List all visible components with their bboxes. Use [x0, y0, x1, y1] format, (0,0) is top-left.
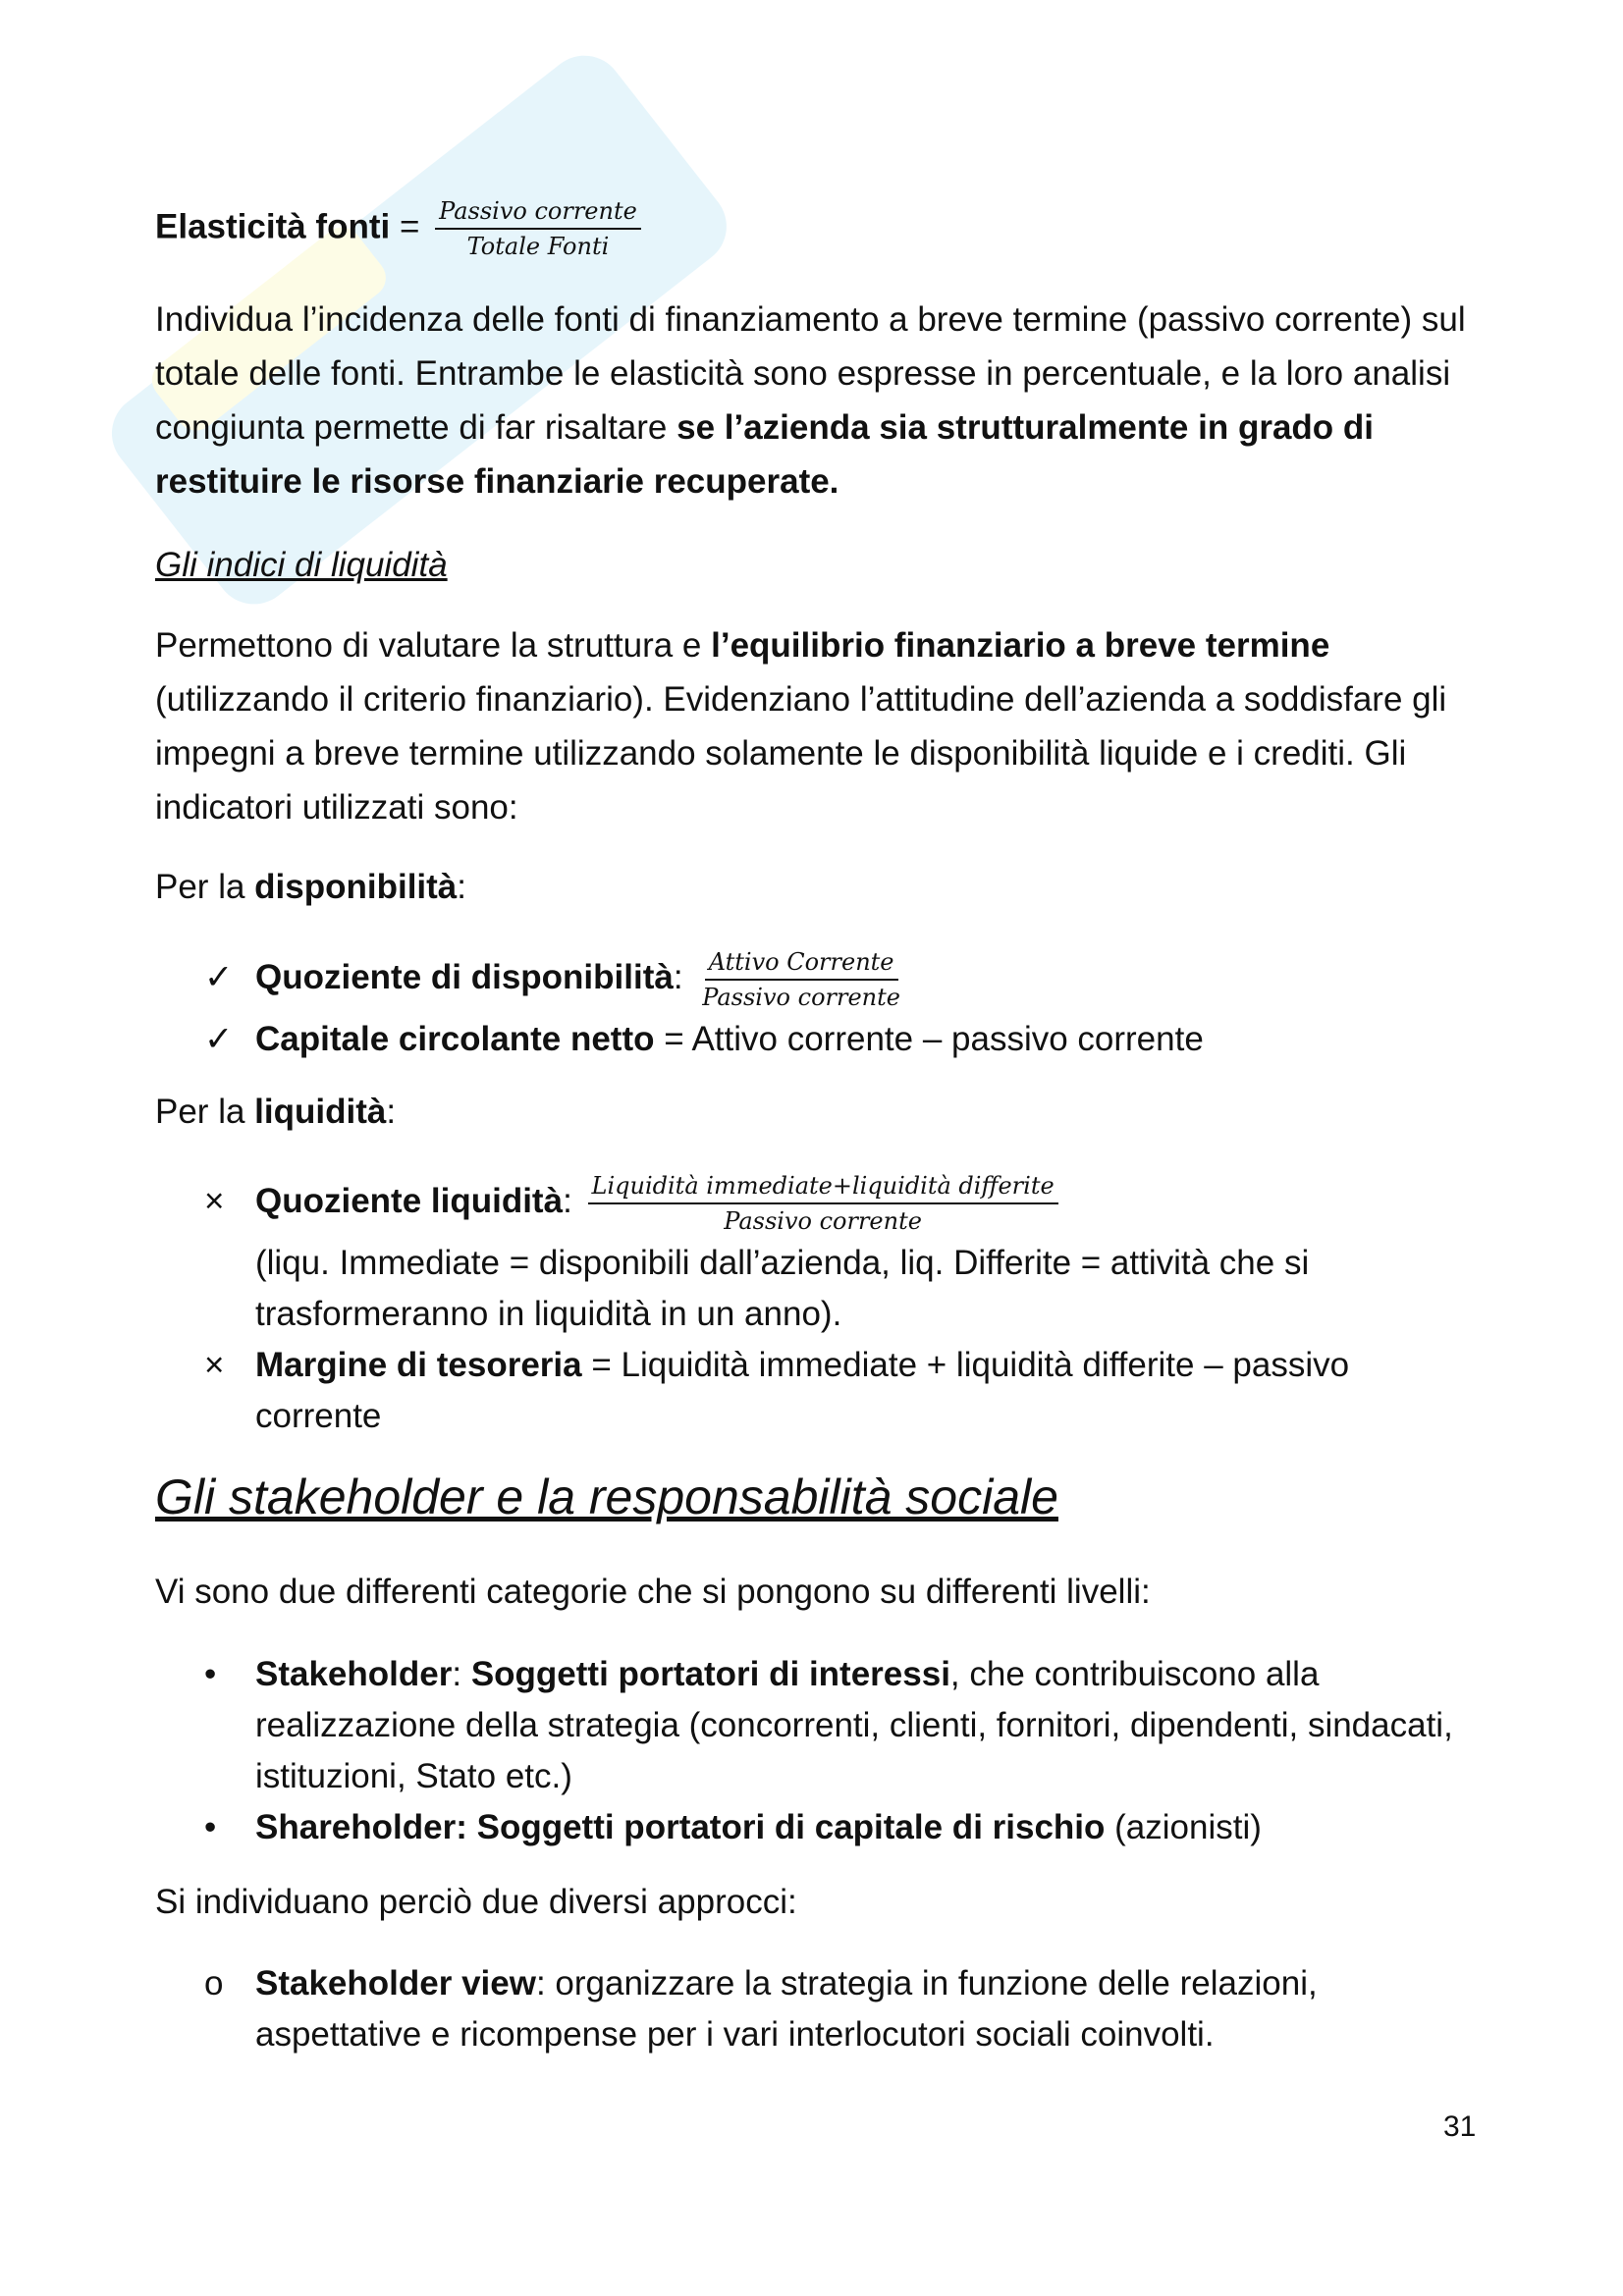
- item-bold: Quoziente di disponibilità: [255, 958, 674, 996]
- subheading-text: Gli indici di liquidità: [155, 546, 448, 584]
- paragraph-text: Individua l’incidenza delle fonti di finanziamento a breve termine (passivo corrente) sul totale delle fonti. Entrambe le elasticità sono espresse in percentuale, e la loro analisi congiunta permette di far risaltare: [155, 300, 1466, 447]
- bullet-icon: •: [204, 1655, 217, 1693]
- subheading-liquidity-indices: [155, 538, 1471, 592]
- checkmark-icon: ✓: [204, 958, 234, 996]
- bullet-icon: •: [204, 1808, 217, 1846]
- fraction-numerator: Attivo Corrente: [705, 945, 898, 981]
- list-item: [155, 1802, 1471, 1853]
- paragraph-liquidity: [155, 618, 1471, 834]
- item-bold: Quoziente liquidità: [255, 1182, 564, 1220]
- paragraph-text: Permettono di valutare la struttura e: [155, 626, 712, 665]
- approaches-intro: Si individuano perciò due diversi approcci:: [155, 1883, 797, 1921]
- availability-intro: [155, 860, 1471, 914]
- fraction-numerator: Passivo corrente: [435, 194, 641, 230]
- item-text: : organizzare la strategia in funzione delle relazioni, aspettative e ricompense per i vari interlocutori sociali coinvolti.: [255, 1964, 1318, 2054]
- list-item: [155, 1340, 1471, 1442]
- cross-icon: ×: [204, 1345, 225, 1384]
- availability-list: [155, 942, 1471, 1065]
- paragraph-elasticity: [155, 293, 1471, 508]
- list-item: [155, 1166, 1471, 1340]
- item-colon: :: [673, 958, 683, 996]
- item-line: [255, 1166, 1471, 1238]
- item-bold: Capitale circolante netto: [255, 1019, 655, 1058]
- list-item: [155, 1014, 1471, 1065]
- intro-bold: disponibilità: [254, 868, 458, 906]
- item-bold: Margine di tesoreria: [255, 1345, 582, 1384]
- cross-icon: ×: [204, 1182, 225, 1220]
- stakeholder-list: [155, 1649, 1471, 1853]
- equals-sign: =: [390, 207, 420, 246]
- intro-text: Per la: [155, 868, 255, 906]
- liquidity-intro: [155, 1085, 1471, 1139]
- availability-fraction: [698, 945, 904, 1014]
- list-item: [155, 1958, 1471, 2060]
- page-number: 31: [1443, 2110, 1477, 2143]
- list-item: [155, 942, 1471, 1014]
- liquidity-list: [155, 1166, 1471, 1442]
- paragraph-text: (utilizzando il criterio finanziario). Evidenziano l’attitudine dell’azienda a soddisfare gli impegni a breve termine utilizzando solamente le disponibilità liquide e i crediti. Gli indicatori utilizzati sono:: [155, 680, 1447, 827]
- approaches-list: [155, 1958, 1471, 2060]
- section-intro: Vi sono due differenti categorie che si pongono su differenti livelli:: [155, 1573, 1151, 1611]
- fraction-numerator: Liquidità immediate+liquidità differite: [588, 1169, 1058, 1204]
- checkmark-icon: ✓: [204, 1019, 234, 1058]
- paragraph-bold-text: se l’azienda sia strutturalmente in grado di restituire le risorse finanziarie recuperate.: [155, 408, 1375, 501]
- item-bold: Stakeholder view: [255, 1964, 536, 2002]
- section-heading: [155, 1463, 1471, 1537]
- intro-bold: liquidità: [254, 1093, 387, 1131]
- item-text: , che contribuiscono alla realizzazione della strategia (concorrenti, clienti, fornitori, dipendenti, sindacati, istituzioni, Stato etc.): [255, 1655, 1453, 1795]
- item-text: (azionisti): [1105, 1808, 1262, 1846]
- fraction-denominator: Totale Fonti: [466, 233, 610, 260]
- item-colon: :: [452, 1655, 471, 1693]
- liquidity-fraction: [588, 1169, 1058, 1238]
- item-bold: Stakeholder: [255, 1655, 453, 1693]
- item-colon: :: [563, 1182, 572, 1220]
- circle-bullet-icon: o: [204, 1964, 224, 2002]
- intro-colon: :: [457, 868, 466, 906]
- fraction-denominator: Passivo corrente: [724, 1206, 922, 1235]
- item-text: = Liquidità immediate + liquidità differite – passivo corrente: [255, 1345, 1350, 1435]
- section-title: Gli stakeholder e la responsabilità sociale: [155, 1469, 1058, 1524]
- item-text: = Attivo corrente – passivo corrente: [654, 1019, 1204, 1058]
- intro-colon: :: [386, 1093, 397, 1131]
- elasticity-label: Elasticità fonti: [155, 207, 391, 246]
- elasticity-fraction: [435, 194, 641, 263]
- fraction-denominator: Passivo corrente: [702, 983, 900, 1011]
- list-item: [155, 1649, 1471, 1802]
- item-note: (liqu. Immediate = disponibili dall’azienda, liq. Differite = attività che si trasformeranno in liquidità in un anno).: [255, 1243, 1310, 1333]
- paragraph-bold-text: l’equilibrio finanziario a breve termine: [711, 626, 1330, 665]
- elasticity-formula: [155, 194, 1471, 263]
- intro-text: Per la: [155, 1093, 255, 1131]
- item-bold: Shareholder: Soggetti portatori di capitale di rischio: [255, 1808, 1106, 1846]
- item-bold: Soggetti portatori di interessi: [470, 1655, 950, 1693]
